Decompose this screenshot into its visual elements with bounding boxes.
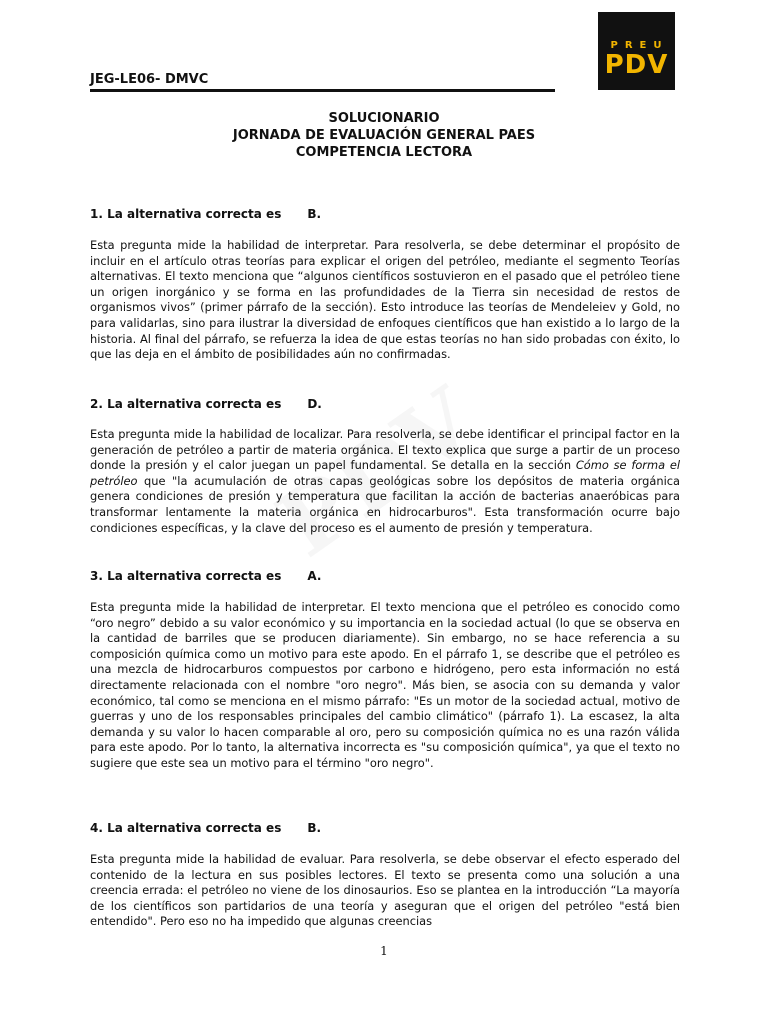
question-1-letter: B.	[307, 207, 322, 221]
header-rule	[90, 89, 555, 92]
logo-bottom-text: PDV	[604, 50, 669, 80]
question-2-section-title: Cómo se forma el petróleo	[90, 458, 681, 488]
question-2-label: 2. La alternativa correcta es	[90, 397, 282, 411]
question-4-label: 4. La alternativa correcta es	[90, 821, 282, 835]
preu-pdv-logo	[598, 12, 675, 90]
question-3-heading	[90, 569, 321, 583]
page-number: 1	[380, 944, 388, 958]
question-4-letter: B.	[307, 821, 322, 835]
question-2-text-end: que "la acumulación de otras capas geológicas sobre los depósitos de materia orgánica genera condiciones de presión y temperatura que facilitan la acción de bacterias anaeróbicas para transformar lentamente la materia orgánica en hidrocarburos". Esta transformación ocurre bajo condiciones específicas, y la clave del proceso es el aumento de presión y temperatura.	[90, 473, 680, 535]
question-2-letter: D.	[307, 397, 322, 411]
question-3-letter: A.	[307, 569, 322, 583]
title-line-2: JORNADA DE EVALUACIÓN GENERAL PAES	[232, 128, 536, 143]
title-line-3: COMPETENCIA LECTORA	[295, 145, 473, 160]
question-3-explanation: Esta pregunta mide la habilidad de interpretar. El texto menciona que el petróleo es conocido como “oro negro” debido a su valor económico y su importancia en la sociedad actual (lo que se observa en la cantidad de barriles que se producen diariamente). Sin embargo, no se hace referencia a su composición química como un motivo para este apodo. En el párrafo 1, se describe que el petróleo es una mezcla de hidrocarburos compuestos por carbono e hidrógeno, pero esta información no está directamente relacionada con el nombre "oro negro". Más bien, se asocia con su demanda y valor económico, tal como se menciona en el mismo párrafo: "Es un motor de la sociedad actual, motivo de guerras y uno de los responsables principales del cambio climático" (párrafo 1). La escasez, la alta demanda y su valor lo hacen comparable al oro, pero su composición química no es una razón válida para este apodo. Por lo tanto, la alternativa incorrecta es "su composición química", ya que el texto no sugiere que este sea un motivo para el término "oro negro".	[90, 600, 680, 770]
title-line-1: SOLUCIONARIO	[328, 111, 440, 126]
question-1-heading	[90, 207, 321, 221]
question-1-explanation: Esta pregunta mide la habilidad de interpretar. Para resolverla, se debe determinar el propósito de incluir en el artículo otras teorías para explicar el origen del petróleo, mediante el segmento Teorías alternativas. El texto menciona que “algunos científicos sostuvieron en el pasado que el petróleo tiene un origen inorgánico y se forma en las profundidades de la Tierra sin necesidad de restos de organismos vivos” (primer párrafo de la sección). Esto introduce las teorías de Mendeleiev y Gold, no para validarlas, sino para ilustrar la diversidad de enfoques científicos que han existido a lo largo de la historia. Al final del párrafo, se refuerza la idea de que estas teorías no han sido probadas con éxito, lo que las deja en el ámbito de posibilidades aún no confirmadas.	[90, 238, 680, 362]
question-3-label: 3. La alternativa correcta es	[90, 569, 282, 583]
document-code: JEG-LE06- DMVC	[90, 72, 209, 87]
question-2-text-start: Esta pregunta mide la habilidad de localizar. Para resolverla, se debe identificar el principal factor en la generación de petróleo a partir de materia orgánica. El texto explica que surge a partir de un proceso donde la presión y el calor juegan un papel fundamental. Se detalla en la sección	[90, 427, 680, 473]
question-1-label: 1. La alternativa correcta es	[90, 207, 282, 221]
question-2-explanation	[90, 427, 680, 536]
document-titles	[0, 110, 768, 161]
question-4-heading	[90, 821, 321, 835]
logo-top-text: PREU	[610, 40, 669, 51]
question-2-heading	[90, 397, 322, 411]
question-4-explanation: Esta pregunta mide la habilidad de evaluar. Para resolverla, se debe observar el efecto esperado del contenido de la lectura en sus posibles lectores. El texto se presenta como una solución a una creencia errada: el petróleo no viene de los dinosaurios. Eso se plantea en la introducción “La mayoría de los científicos son partidarios de una teoría y aseguran que el origen del petróleo "está bien entendido". Pero eso no ha impedido que algunas creencias	[90, 852, 680, 929]
